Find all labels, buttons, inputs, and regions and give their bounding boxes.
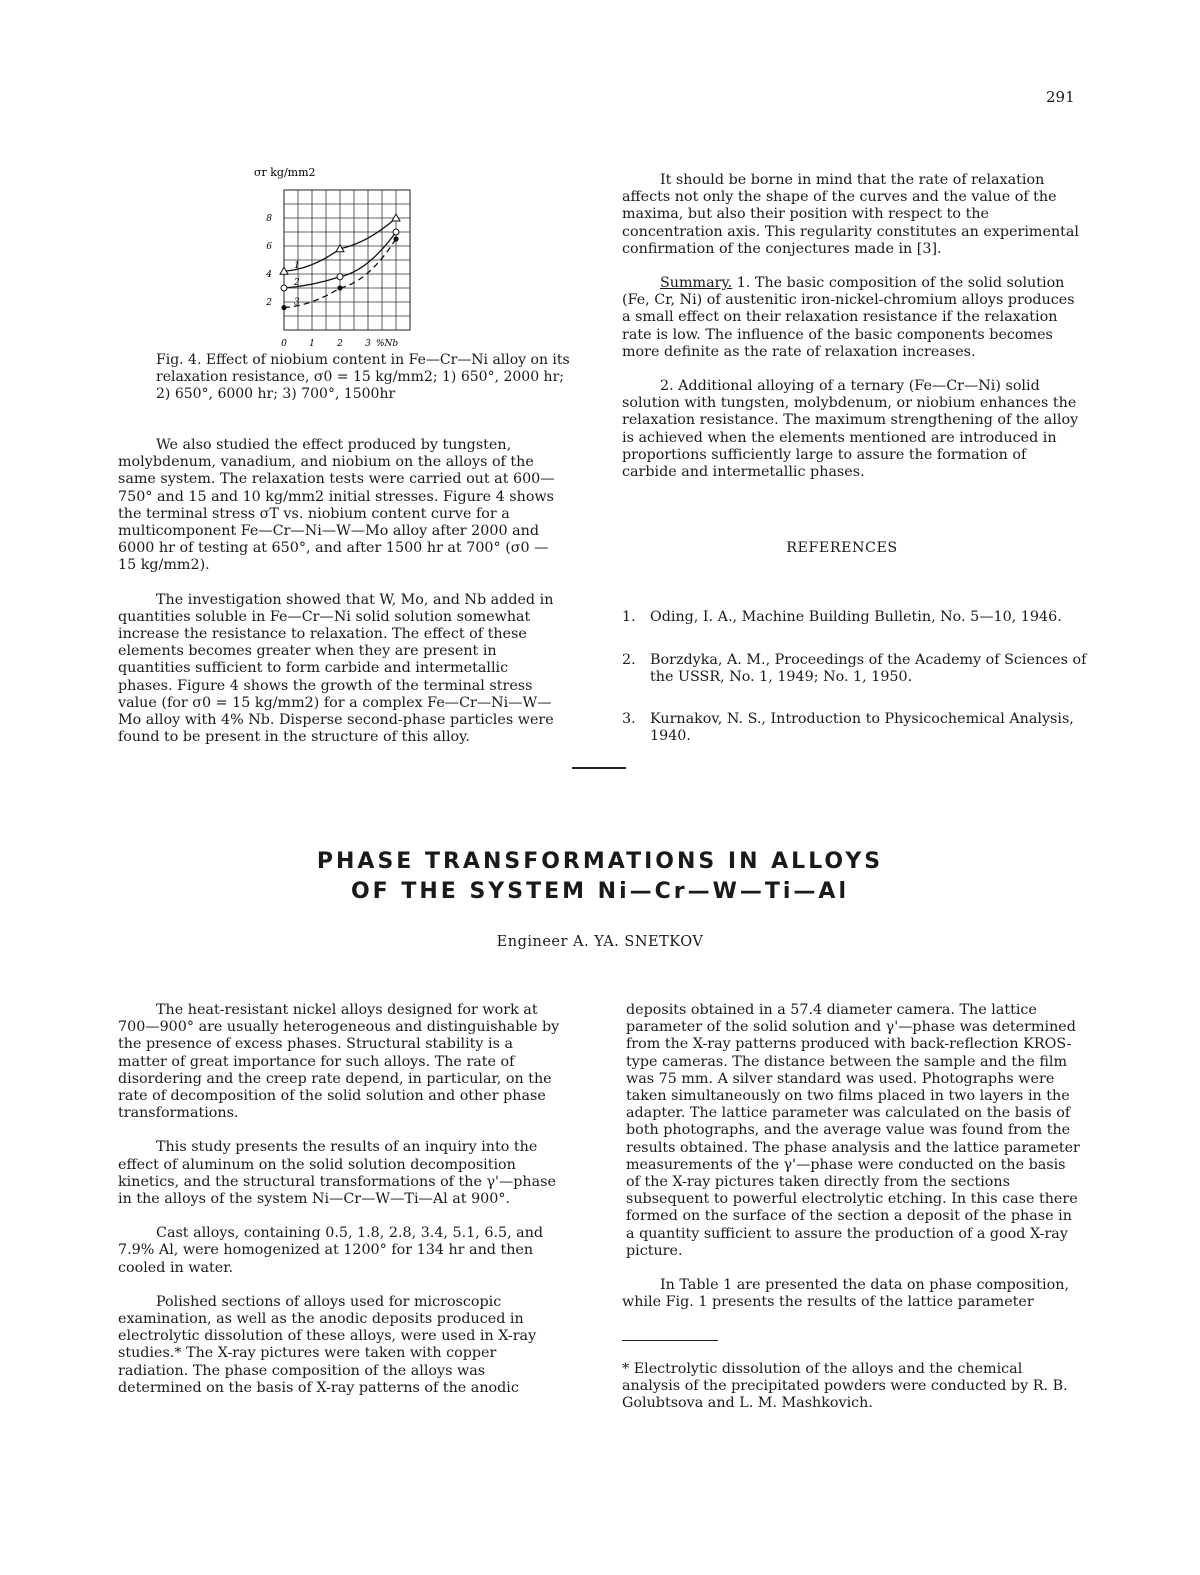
- paragraph: Polished sections of alloys used for microscopic examination, as well as the anodic deposits produced in electrolytic dissolution of these alloys, were used in X-ray studies.* The X-ray pictures were taken with copper radiation. The phase composition of the alloys was determined on the basis of X-ray patterns of the anodic: [118, 1293, 537, 1396]
- summary-text: 1. The basic composition of the solid solution (Fe, Cr, Ni) of austenitic iron-nickel-chromium alloys produces a small effect on their relaxation resistance if the relaxation rate is low. The influence of the basic components becomes more definite as the rate of relaxation increases.: [622, 275, 1075, 360]
- reference-item: [622, 609, 1102, 626]
- paragraph: Cast alloys, containing 0.5, 1.8, 2.8, 3.4, 5.1, 6.5, and 7.9% Al, were homogenized at 1200° for 134 hr and then cooled in water.: [118, 1225, 544, 1276]
- data-point: [392, 214, 400, 221]
- right-column-top: [622, 172, 1082, 481]
- y-tick-label: 8: [266, 214, 272, 224]
- footnote-divider: [622, 1340, 718, 1341]
- data-point: [281, 285, 287, 291]
- summary-label: Summary.: [660, 275, 733, 292]
- y-tick-label: 6: [266, 242, 272, 252]
- figure-caption: Fig. 4. Effect of niobium content in Fe—Cr—Ni alloy on its relaxation resistance, σ0 = 15 kg/mm2; 1) 650°, 2000 hr; 2) 650°, 6000 hr; 3) 700°, 1500hr: [156, 352, 570, 402]
- footnote: * Electrolytic dissolution of the alloys and the chemical analysis of the precipitated powders were conducted by R. B. Golubtsova and L. M. Mashkovich.: [622, 1361, 1068, 1412]
- section-divider: [572, 767, 626, 769]
- relaxation-chart: [240, 160, 440, 350]
- paragraph: This study presents the results of an inquiry into the effect of aluminum on the solid solution decomposition kinetics, and the structural transformations of the γ'—phase in the alloys of the system Ni—Cr—W—Ti—Al at 900°.: [118, 1139, 556, 1208]
- left-column-bottom: [118, 1002, 566, 1397]
- x-tick-label: 1: [309, 339, 315, 349]
- title-line: OF THE SYSTEM Ni—Cr—W—Ti—Al: [350, 879, 850, 904]
- paragraph: deposits obtained in a 57.4 diameter camera. The lattice parameter of the solid solution and γ'—phase was determined from the X-ray patterns produced with back-reflection KROS-type cameras. The distance between the sample and the film was 75 mm. A silver standard was used. Photographs were taken simultaneously on two films placed in two layers in the adapter. The lattice parameter was calculated on the basis of both photographs, and the average value was found from the results obtained. The phase analysis and the lattice parameter measurements of the γ'—phase were conducted on the basis of the X-ray pictures taken directly from the sections subsequent to powerful electrolytic etching. In this case there formed on the surface of the section a deposit of the phase in a quantity sufficient to assure the production of a good X-ray picture.: [626, 1002, 1080, 1259]
- x-tick-label: 2: [337, 339, 343, 349]
- y-tick-label: 2: [266, 298, 272, 308]
- right-column-bottom: [622, 1002, 1082, 1311]
- left-column-top: [118, 437, 566, 746]
- paragraph: The heat-resistant nickel alloys designed for work at 700—900° are usually heterogeneous and distinguishable by the presence of excess phases. Structural stability is a matter of great importance for such alloys. The rate of disordering and the creep rate depend, in particular, on the rate of decomposition of the solid solution and other phase transformations.: [118, 1002, 560, 1122]
- reference-text: Borzdyka, A. M., Proceedings of the Academy of Sciences of the USSR, No. 1, 1949; No. 1, 1950.: [650, 652, 1087, 686]
- x-axis-unit: %Nb: [376, 339, 399, 349]
- reference-number: 1.: [622, 609, 636, 625]
- reference-text: Oding, I. A., Machine Building Bulletin, No. 5—10, 1946.: [650, 609, 1062, 625]
- data-point: [393, 236, 398, 241]
- paragraph: In Table 1 are presented the data on phase composition, while Fig. 1 presents the results of the lattice parameter: [622, 1277, 1069, 1311]
- reference-number: 3.: [622, 711, 636, 727]
- title-line: PHASE TRANSFORMATIONS IN ALLOYS: [316, 849, 884, 874]
- reference-number: 2.: [622, 652, 636, 668]
- paragraph: 2. Additional alloying of a ternary (Fe—Cr—Ni) solid solution with tungsten, molybdenum, or niobium enhances the relaxation resistance. The maximum strengthening of the alloy is achieved when the elements mentioned are introduced in proportions sufficiently large to assure the formation of carbide and intermetallic phases.: [622, 378, 1079, 481]
- article-title: [0, 847, 1200, 907]
- series-label: 1: [294, 261, 300, 272]
- series-label: 3: [294, 297, 300, 308]
- y-tick-label: 4: [266, 270, 272, 280]
- series-label: 2: [294, 278, 300, 288]
- paragraph: The investigation showed that W, Mo, and Nb added in quantities soluble in Fe—Cr—Ni solid solution somewhat increase the resistance to relaxation. The effect of these elements becomes greater when they are present in quantities sufficient to form carbide and intermetallic phases. Figure 4 shows the growth of the terminal stress value (for σ0 = 15 kg/mm2) for a complex Fe—Cr—Ni—W—Mo alloy with 4% Nb. Disperse second-phase particles were found to be present in the structure of this alloy.: [118, 591, 554, 746]
- paragraph: It should be borne in mind that the rate of relaxation affects not only the shape of the curves and the value of the maxima, but also their position with respect to the concentration axis. This regularity constitutes an experimental confirmation of the conjectures made in [3].: [622, 172, 1079, 257]
- reference-item: [622, 652, 1102, 686]
- x-tick-label: 0: [281, 339, 287, 349]
- reference-item: [622, 711, 1102, 745]
- x-tick-label: 3: [365, 339, 371, 349]
- data-point: [337, 285, 342, 290]
- data-point: [281, 305, 286, 310]
- page-number: 291: [1046, 88, 1075, 106]
- summary-paragraph: [622, 275, 1082, 361]
- references-heading: REFERENCES: [786, 540, 898, 556]
- author-line: Engineer A. YA. SNETKOV: [496, 934, 704, 950]
- reference-text: Kurnakov, N. S., Introduction to Physicochemical Analysis, 1940.: [650, 711, 1074, 745]
- paragraph: We also studied the effect produced by tungsten, molybdenum, vanadium, and niobium on the alloys of the same system. The relaxation tests were carried out at 600—750° and 15 and 10 kg/mm2 initial stresses. Figure 4 shows the terminal stress σT vs. niobium content curve for a multicomponent Fe—Cr—Ni—W—Mo alloy after 2000 and 6000 hr of testing at 650°, and after 1500 hr at 700° (σ0 — 15 kg/mm2).: [118, 437, 555, 574]
- y-axis-label: σr kg/mm2: [254, 166, 316, 179]
- data-point: [393, 229, 399, 235]
- data-point: [337, 274, 343, 280]
